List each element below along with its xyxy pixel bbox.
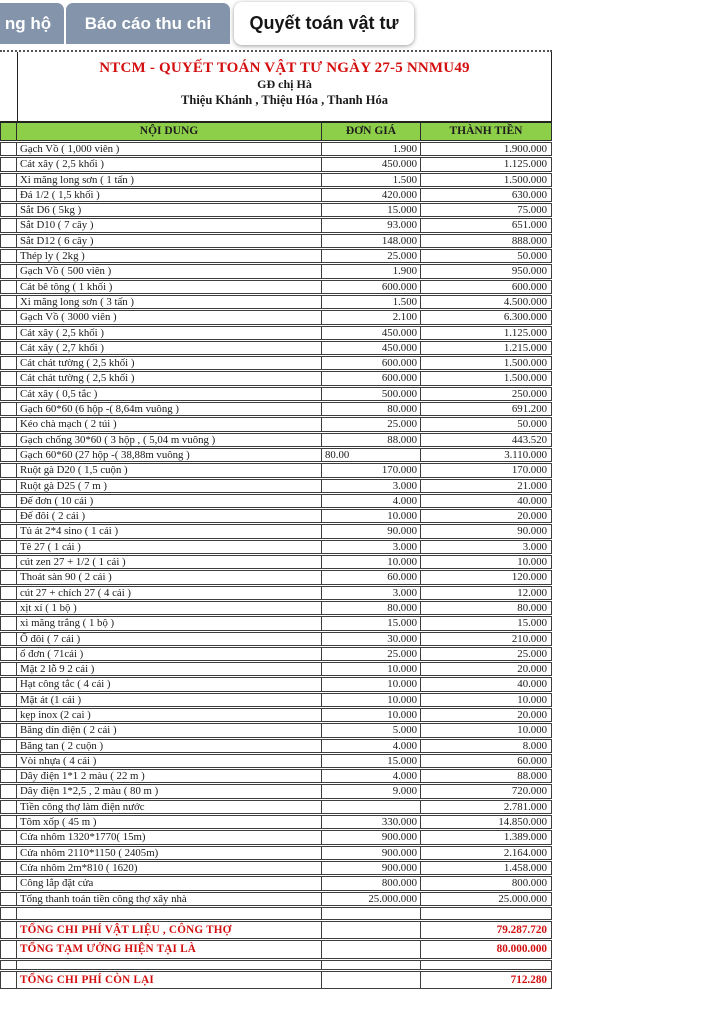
total-cell[interactable]: 80.000	[420, 601, 552, 615]
total-cell[interactable]	[420, 960, 552, 970]
unit-price-cell[interactable]: 25.000	[321, 647, 421, 661]
unit-price-cell[interactable]: 5.000	[321, 723, 421, 737]
row-index-cell[interactable]	[0, 371, 17, 385]
item-name-cell[interactable]: Gạch Vồ ( 500 viên )	[16, 264, 322, 278]
table-row	[0, 371, 552, 385]
row-index-cell[interactable]	[0, 616, 17, 630]
table-row	[0, 708, 552, 722]
total-cell[interactable]: 88.000	[420, 769, 552, 783]
total-cell[interactable]: 14.850.000	[420, 815, 552, 829]
unit-price-cell[interactable]: 4.000	[321, 739, 421, 753]
table-row	[0, 402, 552, 416]
item-name-cell[interactable]: Thoát sàn 90 ( 2 cái )	[16, 570, 322, 584]
total-cell[interactable]: 21.000	[420, 479, 552, 493]
unit-price-cell[interactable]: 800.000	[321, 876, 421, 890]
row-index-cell[interactable]	[0, 310, 17, 324]
table-row	[0, 940, 552, 959]
header-index-cell[interactable]	[0, 121, 17, 141]
item-name-cell[interactable]: Xi măng long sơn ( 1 tấn )	[16, 173, 322, 187]
unit-price-cell[interactable]: 900.000	[321, 830, 421, 844]
unit-price-cell[interactable]	[321, 960, 421, 970]
table-row	[0, 173, 552, 187]
row-index-cell[interactable]	[0, 387, 17, 401]
table-row	[0, 448, 552, 462]
total-cell[interactable]: 25.000.000	[420, 892, 552, 906]
unit-price-cell[interactable]: 10.000	[321, 708, 421, 722]
item-name-cell[interactable]: xi măng trắng ( 1 bộ )	[16, 616, 322, 630]
row-index-cell[interactable]	[0, 892, 17, 906]
table-row	[0, 264, 552, 278]
row-index-cell[interactable]	[0, 815, 17, 829]
item-name-cell[interactable]: Tủ át 2*4 sino ( 1 cái )	[16, 524, 322, 538]
spreadsheet-area	[0, 50, 552, 990]
total-cell[interactable]: 720.000	[420, 784, 552, 798]
row-index-cell[interactable]	[0, 341, 17, 355]
row-index-cell[interactable]	[0, 356, 17, 370]
total-cell[interactable]: 250.000	[420, 387, 552, 401]
row-index-cell[interactable]	[0, 433, 17, 447]
table-row	[0, 769, 552, 783]
unit-price-cell[interactable]: 60.000	[321, 570, 421, 584]
row-index-cell[interactable]	[0, 846, 17, 860]
unit-price-cell[interactable]: 10.000	[321, 555, 421, 569]
item-name-cell[interactable]: Cát chát tường ( 2,5 khối )	[16, 356, 322, 370]
row-index-cell[interactable]	[0, 647, 17, 661]
total-cell[interactable]: 1.500.000	[420, 173, 552, 187]
item-name-cell[interactable]: Ruột gà D25 ( 7 m )	[16, 479, 322, 493]
total-cell[interactable]	[420, 907, 552, 920]
item-name-cell[interactable]: Mặt 2 lỗ 9 2 cái )	[16, 662, 322, 676]
tab-label: Quyết toán vật tư	[249, 13, 399, 33]
row-index-cell[interactable]	[0, 417, 17, 431]
unit-price-cell[interactable]: 4.000	[321, 494, 421, 508]
total-cell[interactable]: 20.000	[420, 662, 552, 676]
row-index-cell[interactable]	[0, 479, 17, 493]
item-name-cell[interactable]: TỔNG TẠM ƯỞNG HIỆN TẠI LÀ	[16, 940, 322, 959]
item-name-cell[interactable]: Sắt D12 ( 6 cây )	[16, 234, 322, 248]
unit-price-cell[interactable]: 25.000	[321, 417, 421, 431]
row-index-cell[interactable]	[0, 142, 17, 156]
row-index-cell[interactable]	[0, 960, 17, 970]
total-cell[interactable]: 79.287.720	[420, 921, 552, 940]
row-index-gutter	[0, 52, 18, 121]
total-cell[interactable]: 210.000	[420, 632, 552, 646]
unit-price-cell[interactable]: 420.000	[321, 188, 421, 202]
row-index-cell[interactable]	[0, 157, 17, 171]
table-row	[0, 142, 552, 156]
table-row	[0, 570, 552, 584]
table-row	[0, 846, 552, 860]
row-index-cell[interactable]	[0, 830, 17, 844]
table-row	[0, 234, 552, 248]
table-row	[0, 295, 552, 309]
row-index-cell[interactable]	[0, 754, 17, 768]
row-index-cell[interactable]	[0, 494, 17, 508]
table-row	[0, 693, 552, 707]
tab-label: Báo cáo thu chi	[84, 13, 212, 33]
item-name-cell[interactable]: Dây điện 1*2,5 , 2 màu ( 80 m )	[16, 784, 322, 798]
item-name-cell[interactable]: Cát chát tường ( 2,5 khối )	[16, 371, 322, 385]
item-name-cell[interactable]: Đế đôi ( 2 cái )	[16, 509, 322, 523]
unit-price-cell[interactable]: 93.000	[321, 218, 421, 232]
row-index-cell[interactable]	[0, 295, 17, 309]
total-cell[interactable]: 1.500.000	[420, 371, 552, 385]
row-index-cell[interactable]	[0, 234, 17, 248]
row-index-cell[interactable]	[0, 907, 17, 920]
total-cell[interactable]: 75.000	[420, 203, 552, 217]
table-row	[0, 218, 552, 232]
table-row	[0, 960, 552, 970]
unit-price-cell[interactable]: 600.000	[321, 371, 421, 385]
table-row	[0, 800, 552, 814]
row-index-cell[interactable]	[0, 463, 17, 477]
total-cell[interactable]: 80.000.000	[420, 940, 552, 959]
unit-price-cell[interactable]	[321, 971, 421, 990]
row-index-cell[interactable]	[0, 708, 17, 722]
table-row	[0, 876, 552, 890]
unit-price-cell[interactable]: 3.000	[321, 540, 421, 554]
item-name-cell[interactable]: Ruột gà D20 ( 1,5 cuộn )	[16, 463, 322, 477]
title-cell[interactable]	[18, 52, 552, 121]
row-index-cell[interactable]	[0, 218, 17, 232]
header-unit-price[interactable]: ĐƠN GIÁ	[321, 121, 421, 141]
total-cell[interactable]: 50.000	[420, 249, 552, 263]
tab-quyet-toan-vat-tu[interactable]	[234, 2, 414, 45]
total-cell[interactable]: 651.000	[420, 218, 552, 232]
total-cell[interactable]: 8.000	[420, 739, 552, 753]
row-index-cell[interactable]	[0, 800, 17, 814]
total-cell[interactable]: 1.125.000	[420, 326, 552, 340]
total-cell[interactable]: 1.500.000	[420, 356, 552, 370]
row-index-cell[interactable]	[0, 586, 17, 600]
table-body	[0, 142, 552, 989]
table-row	[0, 249, 552, 263]
table-row	[0, 310, 552, 324]
row-index-cell[interactable]	[0, 402, 17, 416]
total-cell[interactable]: 10.000	[420, 555, 552, 569]
total-cell[interactable]: 6.300.000	[420, 310, 552, 324]
header-total[interactable]: THÀNH TIỀN	[420, 121, 552, 141]
total-cell[interactable]: 10.000	[420, 693, 552, 707]
row-index-cell[interactable]	[0, 677, 17, 691]
row-index-cell[interactable]	[0, 769, 17, 783]
total-cell[interactable]: 10.000	[420, 723, 552, 737]
total-cell[interactable]: 2.164.000	[420, 846, 552, 860]
row-index-cell[interactable]	[0, 723, 17, 737]
title-block	[0, 52, 552, 121]
table-row	[0, 632, 552, 646]
item-name-cell[interactable]: Cửa nhôm 2110*1150 ( 2405m)	[16, 846, 322, 860]
unit-price-cell[interactable]: 170.000	[321, 463, 421, 477]
item-name-cell[interactable]: Mặt át (1 cái )	[16, 693, 322, 707]
item-name-cell[interactable]: Thép ly ( 2kg )	[16, 249, 322, 263]
table-row	[0, 524, 552, 538]
total-cell[interactable]: 3.000	[420, 540, 552, 554]
row-index-cell[interactable]	[0, 662, 17, 676]
total-cell[interactable]: 4.500.000	[420, 295, 552, 309]
item-name-cell[interactable]: xịt xí ( 1 bộ )	[16, 601, 322, 615]
total-cell[interactable]: 1.389.000	[420, 830, 552, 844]
total-cell[interactable]: 888.000	[420, 234, 552, 248]
unit-price-cell[interactable]: 450.000	[321, 341, 421, 355]
unit-price-cell[interactable]: 10.000	[321, 693, 421, 707]
unit-price-cell[interactable]: 25.000	[321, 249, 421, 263]
table-row	[0, 662, 552, 676]
total-cell[interactable]: 2.781.000	[420, 800, 552, 814]
header-content[interactable]: NỘI DUNG	[16, 121, 322, 141]
unit-price-cell[interactable]	[321, 907, 421, 920]
item-name-cell[interactable]: Dây điện 1*1 2 màu ( 22 m )	[16, 769, 322, 783]
unit-price-cell[interactable]: 1.500	[321, 173, 421, 187]
total-cell[interactable]: 12.000	[420, 586, 552, 600]
item-name-cell[interactable]: Sắt D10 ( 7 cây )	[16, 218, 322, 232]
table-row	[0, 784, 552, 798]
item-name-cell[interactable]: Tê 27 ( 1 cái )	[16, 540, 322, 554]
total-cell[interactable]: 170.000	[420, 463, 552, 477]
table-row	[0, 463, 552, 477]
item-name-cell[interactable]: Tổng thanh toán tiền công thợ xây nhà	[16, 892, 322, 906]
unit-price-cell[interactable]: 88.000	[321, 433, 421, 447]
unit-price-cell[interactable]: 148.000	[321, 234, 421, 248]
unit-price-cell[interactable]: 1.500	[321, 295, 421, 309]
unit-price-cell[interactable]: 500.000	[321, 387, 421, 401]
table-row	[0, 971, 552, 990]
item-name-cell[interactable]: Cát bê tông ( 1 khối )	[16, 280, 322, 294]
item-name-cell[interactable]: TỔNG CHI PHÍ CÒN LẠI	[16, 971, 322, 990]
unit-price-cell[interactable]: 330.000	[321, 815, 421, 829]
row-index-cell[interactable]	[0, 940, 17, 959]
row-index-cell[interactable]	[0, 555, 17, 569]
row-index-cell[interactable]	[0, 326, 17, 340]
unit-price-cell[interactable]: 80.00	[321, 448, 421, 462]
table-row	[0, 479, 552, 493]
table-row	[0, 754, 552, 768]
unit-price-cell[interactable]: 30.000	[321, 632, 421, 646]
table-row	[0, 157, 552, 171]
item-name-cell[interactable]: kẹp inox (2 cai )	[16, 708, 322, 722]
table-row	[0, 540, 552, 554]
table-row	[0, 601, 552, 615]
table-row	[0, 723, 552, 737]
unit-price-cell[interactable]	[321, 800, 421, 814]
row-index-cell[interactable]	[0, 784, 17, 798]
table-row	[0, 494, 552, 508]
item-name-cell[interactable]: Đế đơn ( 10 cái )	[16, 494, 322, 508]
item-name-cell[interactable]: Cát xây ( 2,7 khối )	[16, 341, 322, 355]
row-index-cell[interactable]	[0, 540, 17, 554]
row-index-cell[interactable]	[0, 876, 17, 890]
total-cell[interactable]: 40.000	[420, 677, 552, 691]
item-name-cell[interactable]: Đá 1/2 ( 1,5 khối )	[16, 188, 322, 202]
total-cell[interactable]: 712.280	[420, 971, 552, 990]
item-name-cell[interactable]	[16, 907, 322, 920]
unit-price-cell[interactable]	[321, 940, 421, 959]
total-cell[interactable]: 40.000	[420, 494, 552, 508]
total-cell[interactable]: 25.000	[420, 647, 552, 661]
total-cell[interactable]: 1.215.000	[420, 341, 552, 355]
table-row	[0, 861, 552, 875]
item-name-cell[interactable]: Băng tan ( 2 cuộn )	[16, 739, 322, 753]
unit-price-cell[interactable]: 15.000	[321, 754, 421, 768]
total-cell[interactable]: 50.000	[420, 417, 552, 431]
unit-price-cell[interactable]: 15.000	[321, 616, 421, 630]
total-cell[interactable]: 15.000	[420, 616, 552, 630]
item-name-cell[interactable]: Kéo chà mạch ( 2 túi )	[16, 417, 322, 431]
unit-price-cell[interactable]: 600.000	[321, 280, 421, 294]
row-index-cell[interactable]	[0, 280, 17, 294]
row-index-cell[interactable]	[0, 601, 17, 615]
unit-price-cell[interactable]: 10.000	[321, 509, 421, 523]
unit-price-cell[interactable]	[321, 921, 421, 940]
table-row	[0, 907, 552, 920]
unit-price-cell[interactable]: 3.000	[321, 479, 421, 493]
table-row	[0, 555, 552, 569]
table-row	[0, 356, 552, 370]
total-cell[interactable]: 1.125.000	[420, 157, 552, 171]
total-cell[interactable]: 800.000	[420, 876, 552, 890]
unit-price-cell[interactable]: 2.100	[321, 310, 421, 324]
item-name-cell[interactable]: Xi măng long sơn ( 3 tấn )	[16, 295, 322, 309]
item-name-cell[interactable]: Cửa nhôm 1320*1770( 15m)	[16, 830, 322, 844]
table-row	[0, 647, 552, 661]
row-index-cell[interactable]	[0, 509, 17, 523]
table-row	[0, 188, 552, 202]
total-cell[interactable]: 20.000	[420, 708, 552, 722]
item-name-cell[interactable]	[16, 960, 322, 970]
total-cell[interactable]: 1.900.000	[420, 142, 552, 156]
total-cell[interactable]: 60.000	[420, 754, 552, 768]
sheet-subtitle-address: Thiệu Khánh , Thiệu Hóa , Thanh Hóa	[181, 93, 388, 107]
total-cell[interactable]: 950.000	[420, 264, 552, 278]
item-name-cell[interactable]: Sắt D6 ( 5kg )	[16, 203, 322, 217]
unit-price-cell[interactable]: 25.000.000	[321, 892, 421, 906]
table-row	[0, 586, 552, 600]
total-cell[interactable]: 90.000	[420, 524, 552, 538]
table-row	[0, 677, 552, 691]
table-row	[0, 616, 552, 630]
row-index-cell[interactable]	[0, 249, 17, 263]
item-name-cell[interactable]: cút zen 27 + 1/2 ( 1 cái )	[16, 555, 322, 569]
item-name-cell[interactable]: cút 27 + chích 27 ( 4 cái )	[16, 586, 322, 600]
table-row	[0, 921, 552, 940]
item-name-cell[interactable]: Gạch Vồ ( 3000 viên )	[16, 310, 322, 324]
item-name-cell[interactable]: Cát xây ( 2,5 khối )	[16, 157, 322, 171]
sheet-subtitle-owner: GĐ chị Hà	[257, 77, 312, 91]
tab-ung-ho[interactable]	[0, 3, 64, 44]
item-name-cell[interactable]: Tiền công thợ làm điện nước	[16, 800, 322, 814]
row-index-cell[interactable]	[0, 861, 17, 875]
unit-price-cell[interactable]: 80.000	[321, 402, 421, 416]
item-name-cell[interactable]: Ổ đôi ( 7 cái )	[16, 632, 322, 646]
unit-price-cell[interactable]: 80.000	[321, 601, 421, 615]
row-index-cell[interactable]	[0, 173, 17, 187]
item-name-cell[interactable]: TỔNG CHI PHÍ VẬT LIỆU , CÔNG THỢ	[16, 921, 322, 940]
row-index-cell[interactable]	[0, 188, 17, 202]
item-name-cell[interactable]: Hạt công tắc ( 4 cái )	[16, 677, 322, 691]
row-index-cell[interactable]	[0, 448, 17, 462]
table-row	[0, 417, 552, 431]
table-header-row	[0, 121, 552, 141]
unit-price-cell[interactable]: 3.000	[321, 586, 421, 600]
unit-price-cell[interactable]: 450.000	[321, 157, 421, 171]
table-row	[0, 341, 552, 355]
unit-price-cell[interactable]: 900.000	[321, 846, 421, 860]
total-cell[interactable]: 3.110.000	[420, 448, 552, 462]
table-row	[0, 433, 552, 447]
row-index-cell[interactable]	[0, 693, 17, 707]
total-cell[interactable]: 691.200	[420, 402, 552, 416]
item-name-cell[interactable]: Gạch Vồ ( 1,000 viên )	[16, 142, 322, 156]
unit-price-cell[interactable]: 90.000	[321, 524, 421, 538]
table-row	[0, 815, 552, 829]
table-row	[0, 326, 552, 340]
sheet-title: NTCM - QUYẾT TOÁN VẬT TƯ NGÀY 27-5 NNMU49	[99, 60, 470, 76]
tab-bao-cao-thu-chi[interactable]	[66, 3, 230, 44]
row-index-cell[interactable]	[0, 524, 17, 538]
table-row	[0, 509, 552, 523]
item-name-cell[interactable]: Tôm xốp ( 45 m )	[16, 815, 322, 829]
total-cell[interactable]: 20.000	[420, 509, 552, 523]
unit-price-cell[interactable]: 450.000	[321, 326, 421, 340]
total-cell[interactable]: 1.458.000	[420, 861, 552, 875]
row-index-cell[interactable]	[0, 632, 17, 646]
item-name-cell[interactable]: Cát xây ( 2,5 khối )	[16, 326, 322, 340]
table-row	[0, 739, 552, 753]
unit-price-cell[interactable]: 600.000	[321, 356, 421, 370]
row-index-cell[interactable]	[0, 570, 17, 584]
table-row	[0, 387, 552, 401]
item-name-cell[interactable]: Gạch 60*60 (27 hộp -( 38,88m vuông )	[16, 448, 322, 462]
item-name-cell[interactable]: Gạch 60*60 (6 hộp -( 8,64m vuông )	[16, 402, 322, 416]
item-name-cell[interactable]: Cát xây ( 0,5 tắc )	[16, 387, 322, 401]
item-name-cell[interactable]: Gạch chống 30*60 ( 3 hộp , ( 5,04 m vuông )	[16, 433, 322, 447]
item-name-cell[interactable]: ổ đơn ( 71cái )	[16, 647, 322, 661]
unit-price-cell[interactable]: 15.000	[321, 203, 421, 217]
total-cell[interactable]: 630.000	[420, 188, 552, 202]
total-cell[interactable]: 120.000	[420, 570, 552, 584]
row-index-cell[interactable]	[0, 971, 17, 990]
sheet-tab-bar	[0, 0, 703, 47]
unit-price-cell[interactable]: 1.900	[321, 142, 421, 156]
item-name-cell[interactable]: Cửa nhôm 2m*810 ( 1620)	[16, 861, 322, 875]
total-cell[interactable]: 600.000	[420, 280, 552, 294]
row-index-cell[interactable]	[0, 264, 17, 278]
row-index-cell[interactable]	[0, 203, 17, 217]
unit-price-cell[interactable]: 9.000	[321, 784, 421, 798]
item-name-cell[interactable]: Băng dín điện ( 2 cái )	[16, 723, 322, 737]
table-row	[0, 280, 552, 294]
tab-label: ng hộ	[4, 13, 52, 33]
table-row	[0, 830, 552, 844]
row-index-cell[interactable]	[0, 739, 17, 753]
item-name-cell[interactable]: Vòi nhựa ( 4 cái )	[16, 754, 322, 768]
total-cell[interactable]: 443.520	[420, 433, 552, 447]
unit-price-cell[interactable]: 1.900	[321, 264, 421, 278]
unit-price-cell[interactable]: 4.000	[321, 769, 421, 783]
unit-price-cell[interactable]: 10.000	[321, 677, 421, 691]
table-row	[0, 892, 552, 906]
item-name-cell[interactable]: Công lắp đặt cửa	[16, 876, 322, 890]
row-index-cell[interactable]	[0, 921, 17, 940]
unit-price-cell[interactable]: 900.000	[321, 861, 421, 875]
table-row	[0, 203, 552, 217]
unit-price-cell[interactable]: 10.000	[321, 662, 421, 676]
